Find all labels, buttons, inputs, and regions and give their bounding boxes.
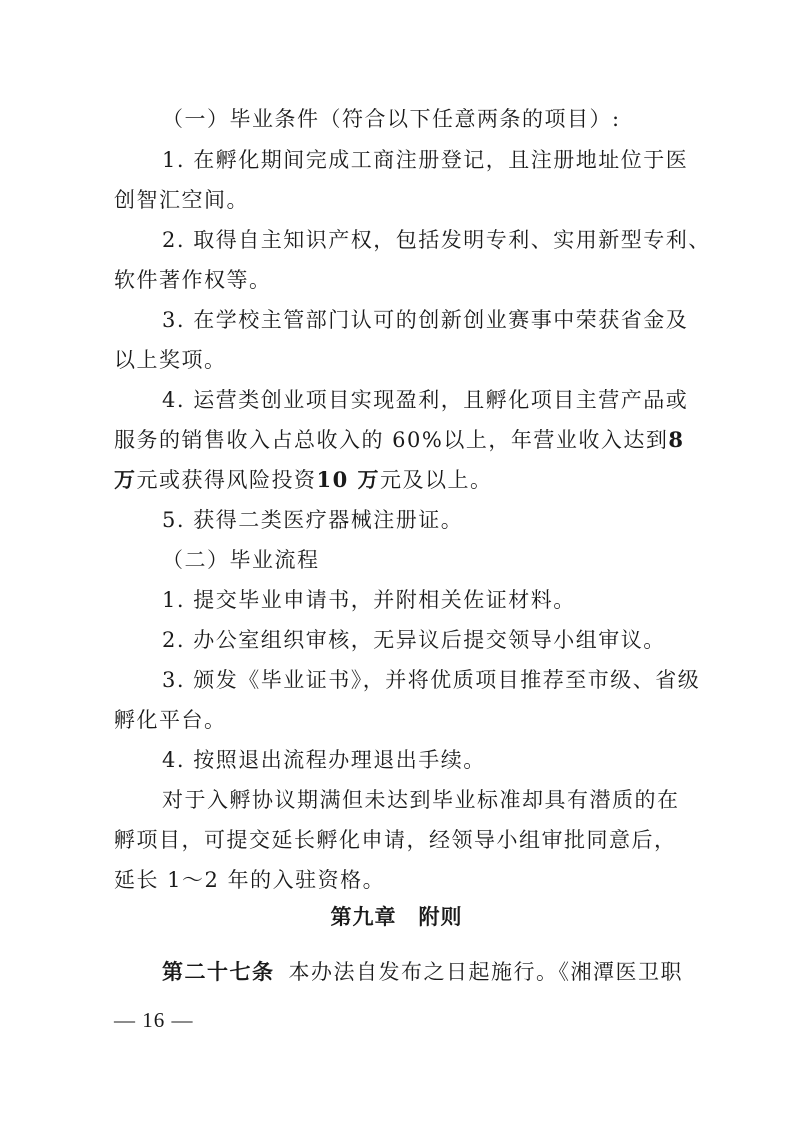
section1-heading: （一）毕业条件（符合以下任意两条的项目）: [162, 107, 621, 131]
condition-2-line-1: 2. 取得自主知识产权，包括发明专利、实用新型专利、 [162, 228, 711, 252]
page-number: — 16 — [114, 1008, 194, 1032]
extension-paragraph-line-2: 孵项目，可提交延长孵化申请，经领导小组审批同意后， [114, 828, 677, 852]
condition-4-line-3 [114, 465, 684, 495]
article-27-label: 第二十七条 [162, 960, 275, 984]
condition-3-line-1: 3. 在学校主管部门认可的创新创业赛事中荣获省金及 [162, 308, 689, 332]
process-step-2: 2. 办公室组织审核，无异议后提交领导小组审议。 [162, 628, 666, 652]
condition-3-line-2: 以上奖项。 [114, 348, 227, 372]
chapter-title: 第九章 附则 [330, 905, 463, 929]
condition-4-line-2 [114, 425, 684, 455]
process-step-1: 1. 提交毕业申请书，并附相关佐证材料。 [162, 588, 576, 612]
process-step-3-line-2: 孵化平台。 [114, 708, 227, 732]
condition-4-line-1: 4. 运营类创业项目实现盈利，且孵化项目主营产品或 [162, 388, 689, 412]
condition-4-line-2-text: 服务的销售收入占总收入的 60%以上，年营业收入达到 [114, 428, 669, 452]
article-27-text: 本办法自发布之日起施行。《湘潭医卫职 [288, 960, 683, 984]
extension-paragraph-line-1: 对于入孵协议期满但未达到毕业标准却具有潜质的在 [162, 788, 680, 812]
condition-4-line-3-text: 元或获得风险投资 [136, 468, 317, 492]
process-step-3-line-1: 3. 颁发《毕业证书》，并将优质项目推荐至市级、省级 [162, 668, 701, 692]
condition-4-line-3-end: 元及以上。 [380, 468, 493, 492]
revenue-unit: 万 [114, 467, 137, 492]
investment-amount: 10 万 [316, 467, 381, 492]
condition-1-line-1: 1. 在孵化期间完成工商注册登记，且注册地址位于医 [162, 148, 689, 172]
section2-heading: （二）毕业流程 [162, 548, 320, 572]
condition-2-line-2: 软件著作权等。 [114, 268, 272, 292]
condition-5: 5. 获得二类医疗器械注册证。 [162, 508, 464, 532]
condition-1-line-2: 创智汇空间。 [114, 188, 249, 212]
revenue-amount: 8 [668, 427, 685, 452]
process-step-4: 4. 按照退出流程办理退出手续。 [162, 748, 486, 772]
article-27 [162, 957, 732, 987]
extension-paragraph-line-3: 延长 1～2 年的入驻资格。 [114, 868, 386, 892]
